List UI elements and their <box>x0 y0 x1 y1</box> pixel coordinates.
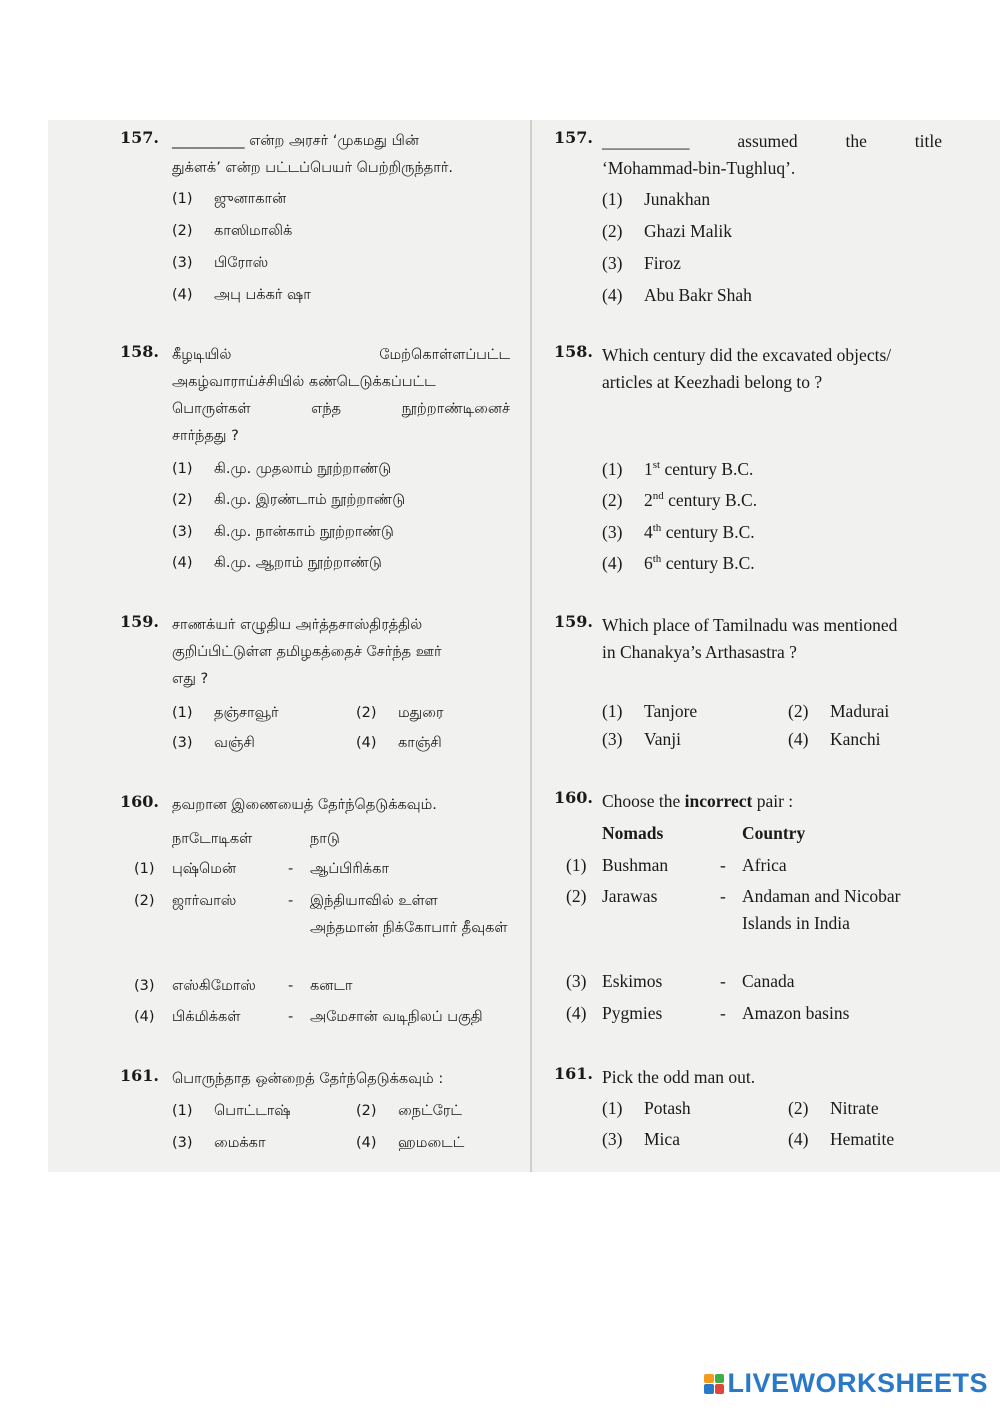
question-text: எது ? <box>172 671 209 687</box>
pair-dash: - <box>288 1009 294 1025</box>
logo-square <box>715 1374 725 1384</box>
question-158-english <box>554 342 942 573</box>
column-divider <box>530 120 532 1172</box>
option-1[interactable]: (1) ஜுனாகான் <box>172 191 287 207</box>
question-text: பொருள்கள் எந்த நூற்றாண்டினைச் <box>172 401 510 417</box>
column-header-nomads: Nomads <box>602 823 664 843</box>
question-text: ‘Mohammad-bin-Tughluq’. <box>602 158 796 178</box>
option-text: Potash <box>644 1098 691 1118</box>
option-text: Nitrate <box>830 1098 879 1118</box>
option-text: Mica <box>644 1129 680 1149</box>
question-text: Which place of Tamilnadu was mentioned <box>602 615 898 635</box>
liveworksheets-logo[interactable] <box>704 1368 988 1399</box>
option-text: காஞ்சி <box>398 735 442 751</box>
question-text: articles at Keezhadi belong to ? <box>602 372 823 392</box>
option-4[interactable]: (4) காஞ்சி <box>356 735 442 751</box>
question-number: 158. <box>554 342 593 361</box>
question-number: 157. <box>120 128 159 147</box>
option-3[interactable]: (3) பிரோஸ் <box>172 255 269 271</box>
option-text: Madurai <box>830 701 890 721</box>
option-4[interactable]: (4) ஹமடைட் <box>356 1135 465 1151</box>
option-text: கி.மு. முதலாம் நூற்றாண்டு <box>214 461 392 477</box>
question-number: 159. <box>120 612 159 631</box>
pair-country: Amazon basins <box>742 1003 850 1023</box>
option-3[interactable]: (3) கி.மு. நான்காம் நூற்றாண்டு <box>172 524 394 540</box>
question-text: தவறான இணையைத் தேர்ந்தெடுக்கவும். <box>172 797 437 813</box>
pair-option-1[interactable]: (1) புஷ்மென் <box>134 861 237 877</box>
question-157-tamil <box>120 128 510 303</box>
pair-country: ஆப்பிரிக்கா <box>310 861 389 877</box>
option-1[interactable]: (1) Junakhan <box>602 189 711 209</box>
question-text: Choose the incorrect pair : <box>602 791 794 811</box>
pair-dash: - <box>288 861 294 877</box>
question-text: குறிப்பிட்டுள்ள தமிழகத்தைச் சேர்ந்த ஊர் <box>172 644 442 660</box>
option-text: Firoz <box>644 253 681 273</box>
question-161-tamil <box>120 1066 510 1151</box>
option-text: மைக்கா <box>214 1135 266 1151</box>
pair-dash: - <box>288 978 294 994</box>
option-1[interactable]: (1) பொட்டாஷ் <box>172 1103 291 1119</box>
option-4[interactable]: (4) Abu Bakr Shah <box>602 285 752 305</box>
question-text: கீழடியில் மேற்கொள்ளப்பட்ட <box>172 347 510 363</box>
option-2[interactable]: (2) மதுரை <box>356 705 444 721</box>
question-157-english <box>554 128 942 305</box>
logo-icon <box>704 1374 724 1394</box>
option-text: Vanji <box>644 729 681 749</box>
option-2[interactable]: (2) Madurai <box>788 701 890 721</box>
option-4[interactable]: (4) Kanchi <box>788 729 881 749</box>
option-2[interactable]: (2) 2nd century B.C. <box>602 490 758 510</box>
option-text: ஜுனாகான் <box>214 191 287 207</box>
question-number: 161. <box>554 1064 593 1083</box>
logo-text: LIVEWORKSHEETS <box>727 1368 988 1398</box>
pair-option-4[interactable]: (4) பிக்மிக்கள் <box>134 1009 241 1025</box>
pair-dash: - <box>288 893 294 909</box>
option-1[interactable]: (1) 1st century B.C. <box>602 459 754 479</box>
option-text: பொட்டாஷ் <box>214 1103 291 1119</box>
option-2[interactable]: (2) நைட்ரேட் <box>356 1103 462 1119</box>
pair-option-3[interactable]: (3) எஸ்கிமோஸ் <box>134 978 256 994</box>
pair-dash: - <box>720 886 726 906</box>
option-3[interactable]: (3) Vanji <box>602 729 681 749</box>
option-2[interactable]: (2) கி.மு. இரண்டாம் நூற்றாண்டு <box>172 492 406 508</box>
question-161-english <box>554 1064 942 1149</box>
option-text: நைட்ரேட் <box>398 1103 462 1119</box>
answer-blank: __________ <box>602 131 690 151</box>
option-3[interactable]: (3) 4th century B.C. <box>602 522 755 542</box>
pair-option-1[interactable]: (1) Bushman <box>566 855 669 875</box>
option-text: Abu Bakr Shah <box>644 285 752 305</box>
option-text: ஹமடைட் <box>398 1135 465 1151</box>
option-text: கி.மு. ஆறாம் நூற்றாண்டு <box>214 555 382 571</box>
option-2[interactable]: (2) காஸிமாலிக் <box>172 223 293 239</box>
option-text: Hematite <box>830 1129 895 1149</box>
option-4[interactable]: (4) அபு பக்கர் ஷா <box>172 287 311 303</box>
answer-blank: __________ <box>172 133 245 149</box>
option-text: Junakhan <box>644 189 711 209</box>
pair-option-4[interactable]: (4) Pygmies <box>566 1003 663 1023</box>
pair-dash: - <box>720 855 726 875</box>
option-3[interactable]: (3) மைக்கா <box>172 1135 266 1151</box>
emphasis-incorrect: incorrect <box>684 791 753 811</box>
question-text: Pick the odd man out. <box>602 1067 756 1087</box>
column-header-country: நாடு <box>310 831 340 847</box>
option-1[interactable]: (1) கி.மு. முதலாம் நூற்றாண்டு <box>172 461 392 477</box>
pair-country: Canada <box>742 971 795 991</box>
pair-country: அமேசான் வடிநிலப் பகுதி <box>310 1009 483 1025</box>
option-text: தஞ்சாவூர் <box>214 705 279 721</box>
option-3[interactable]: (3) Mica <box>602 1129 680 1149</box>
logo-square <box>704 1384 714 1394</box>
option-text: Ghazi Malik <box>644 221 732 241</box>
column-header-nomads: நாடோடிகள் <box>172 831 253 847</box>
option-1[interactable]: (1) தஞ்சாவூர் <box>172 705 279 721</box>
question-160-tamil <box>120 792 520 1042</box>
pair-option-2[interactable]: (2) ஜார்வாஸ் <box>134 893 237 909</box>
option-4[interactable]: (4) 6th century B.C. <box>602 553 755 573</box>
option-2[interactable]: (2) Nitrate <box>788 1098 879 1118</box>
question-number: 160. <box>120 792 159 811</box>
option-text: வஞ்சி <box>214 735 255 751</box>
pair-dash: - <box>720 971 726 991</box>
question-text: in Chanakya’s Arthasastra ? <box>602 642 797 662</box>
option-text: அபு பக்கர் ஷா <box>214 287 311 303</box>
option-3[interactable]: (3) Firoz <box>602 253 681 273</box>
logo-square <box>704 1374 714 1384</box>
option-text: Tanjore <box>644 701 698 721</box>
question-number: 159. <box>554 612 593 631</box>
question-text: சாணக்யர் எழுதிய அர்த்தசாஸ்திரத்தில் <box>172 617 423 633</box>
question-number: 158. <box>120 342 159 361</box>
pair-option-3[interactable]: (3) Eskimos <box>566 971 663 991</box>
option-1[interactable]: (1) Potash <box>602 1098 691 1118</box>
option-text: கி.மு. நான்காம் நூற்றாண்டு <box>214 524 394 540</box>
option-text: காஸிமாலிக் <box>214 223 293 239</box>
question-text: சார்ந்தது ? <box>172 428 239 444</box>
question-number: 161. <box>120 1066 159 1085</box>
question-text: துக்ளக்’ என்ற பட்டப்பெயர் பெற்றிருந்தார். <box>172 160 454 176</box>
question-text: Which century did the excavated objects/ <box>602 345 892 365</box>
pair-option-2[interactable]: (2) Jarawas <box>566 886 658 906</box>
option-text: Kanchi <box>830 729 881 749</box>
option-4[interactable]: (4) கி.மு. ஆறாம் நூற்றாண்டு <box>172 555 382 571</box>
question-number: 160. <box>554 788 593 807</box>
option-2[interactable]: (2) Ghazi Malik <box>602 221 732 241</box>
pair-country: Andaman and Nicobar Islands in India <box>742 886 901 933</box>
pair-dash: - <box>720 1003 726 1023</box>
option-4[interactable]: (4) Hematite <box>788 1129 895 1149</box>
question-159-english <box>554 612 942 749</box>
option-text: பிரோஸ் <box>214 255 269 271</box>
option-text: மதுரை <box>398 705 444 721</box>
pair-country: Africa <box>742 855 787 875</box>
question-text: அகழ்வாராய்ச்சியில் கண்டெடுக்கப்பட்ட <box>172 374 436 390</box>
question-text: என்ற அரசர் ‘முகமது பின் <box>249 133 419 149</box>
question-158-tamil <box>120 342 510 571</box>
question-number: 157. <box>554 128 593 147</box>
option-3[interactable]: (3) வஞ்சி <box>172 735 255 751</box>
question-text: பொருந்தாத ஒன்றைத் தேர்ந்தெடுக்கவும் : <box>172 1071 444 1087</box>
column-header-country: Country <box>742 823 806 843</box>
option-text: கி.மு. இரண்டாம் நூற்றாண்டு <box>214 492 406 508</box>
pair-country: கனடா <box>310 978 353 994</box>
logo-square <box>715 1384 725 1394</box>
question-160-english <box>554 788 954 1038</box>
question-159-tamil <box>120 612 510 751</box>
question-text: assumed the title <box>737 131 942 151</box>
pair-country: இந்தியாவில் உள்ள அந்தமான் நிக்கோபார் தீவுகள் <box>310 893 508 936</box>
option-1[interactable]: (1) Tanjore <box>602 701 698 721</box>
